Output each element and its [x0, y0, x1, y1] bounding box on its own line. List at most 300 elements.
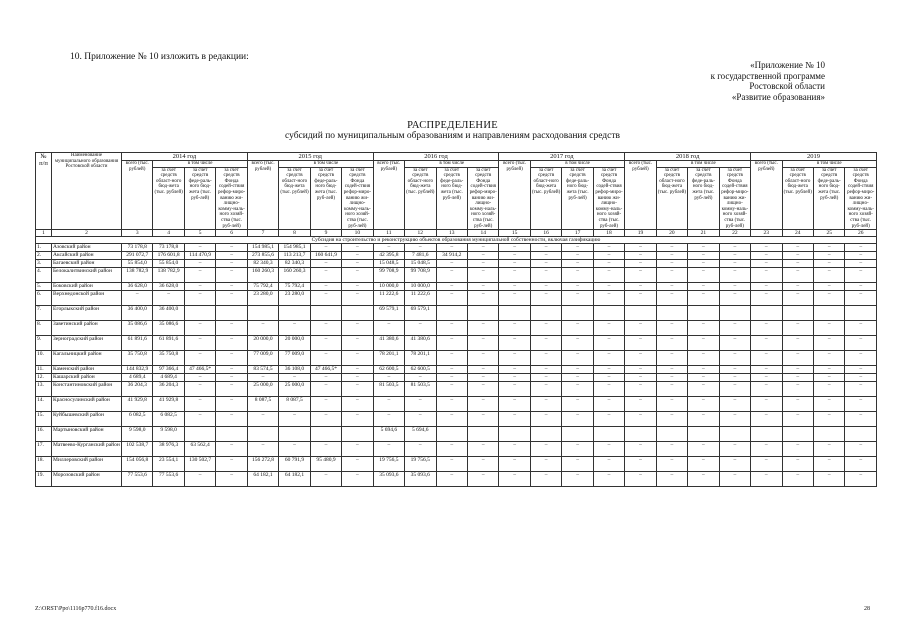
column-number: 5 [184, 230, 215, 237]
row-value-cell: – [184, 268, 215, 283]
row-value-cell: – [467, 366, 498, 374]
row-value-cell: 154 985,1 [247, 244, 278, 252]
row-value-cell: – [782, 457, 813, 472]
row-value-cell [813, 427, 844, 442]
row-value-cell: – [310, 412, 341, 427]
row-value-cell: – [216, 321, 247, 336]
row-value-cell: – [751, 366, 782, 374]
row-value-cell: – [216, 244, 247, 252]
row-value-cell: 154 056,8 [122, 457, 153, 472]
row-value-cell: – [782, 412, 813, 427]
row-value-cell: – [436, 382, 467, 397]
row-value-cell: – [499, 351, 530, 366]
row-value-cell: 19 756,5 [373, 457, 404, 472]
row-value-cell: 11 222,6 [373, 291, 404, 306]
column-number: 19 [625, 230, 656, 237]
column-number: 12 [405, 230, 436, 237]
row-value-cell: – [782, 336, 813, 351]
table-row [36, 382, 877, 397]
row-value-cell: 35 086,6 [122, 321, 153, 336]
row-district-name: Зерноградский район [52, 336, 122, 351]
row-value-cell: – [342, 412, 373, 427]
row-value-cell: – [184, 412, 215, 427]
row-district-name: Каменский район [52, 366, 122, 374]
row-value-cell: – [373, 412, 404, 427]
row-number: 16. [36, 427, 52, 442]
row-value-cell: 160 260,3 [247, 268, 278, 283]
row-value-cell: – [310, 382, 341, 397]
row-value-cell: – [688, 336, 719, 351]
column-number: 26 [845, 230, 877, 237]
row-value-cell: – [436, 397, 467, 412]
row-district-name: Матвеево-Курганский район [52, 442, 122, 457]
row-value-cell: – [593, 442, 624, 457]
row-value-cell: 77 553,6 [153, 472, 184, 487]
row-value-cell: – [625, 442, 656, 457]
column-number: 13 [436, 230, 467, 237]
header-fund: за счет средств Фонда содей-ствия рефор-миро-ванию жи-лищно-комму-наль-ного хозяй-ства (тыс. руб-лей) [845, 167, 877, 230]
row-value-cell: – [467, 291, 498, 306]
row-value-cell: 7 481,6 [405, 252, 436, 260]
row-number: 13. [36, 382, 52, 397]
header-fed: за счет средств феде-раль-ного бюд-жета (тыс. руб-лей) [310, 167, 341, 230]
row-value-cell: – [436, 268, 467, 283]
column-number: 4 [153, 230, 184, 237]
row-value-cell [342, 427, 373, 442]
row-value-cell: – [342, 374, 373, 382]
header-fed: за счет средств феде-раль-ного бюд-жета (тыс. руб-лей) [688, 167, 719, 230]
row-value-cell: – [625, 397, 656, 412]
row-value-cell: – [751, 382, 782, 397]
row-value-cell: – [310, 283, 341, 291]
row-value-cell: – [216, 412, 247, 427]
row-value-cell: – [342, 472, 373, 487]
document-title: РАСПРЕДЕЛЕНИЕ [407, 120, 498, 131]
row-value-cell: – [499, 382, 530, 397]
row-number: 7. [36, 306, 52, 321]
row-value-cell: – [813, 457, 844, 472]
row-value-cell: – [562, 283, 593, 291]
row-value-cell [719, 306, 750, 321]
row-value-cell: 41 380,6 [405, 336, 436, 351]
row-value-cell: – [751, 252, 782, 260]
row-value-cell [184, 306, 215, 321]
row-value-cell: 154 985,1 [279, 244, 310, 252]
row-number: 19. [36, 472, 52, 487]
row-value-cell: 36 204,3 [153, 382, 184, 397]
row-value-cell: – [562, 374, 593, 382]
row-value-cell: – [342, 457, 373, 472]
row-value-cell [530, 306, 561, 321]
column-number: 18 [593, 230, 624, 237]
row-value-cell: – [562, 321, 593, 336]
header-incl: в том числе [530, 161, 624, 168]
row-value-cell: – [593, 336, 624, 351]
header-fed: за счет средств феде-раль-ного бюд-жета (тыс. руб-лей) [436, 167, 467, 230]
column-numbers-row [36, 230, 877, 237]
row-value-cell: – [310, 268, 341, 283]
header-obl: за счет средств област-ного бюд-жета (тыс. рублей) [656, 167, 687, 230]
row-value-cell: – [342, 321, 373, 336]
row-value-cell: – [499, 412, 530, 427]
row-value-cell: – [184, 397, 215, 412]
row-value-cell: 10 000,0 [405, 283, 436, 291]
row-district-name: Белокалитвинский район [52, 268, 122, 283]
row-value-cell [813, 306, 844, 321]
row-value-cell [845, 306, 877, 321]
row-value-cell: – [436, 472, 467, 487]
row-value-cell [184, 427, 215, 442]
row-number: 9. [36, 336, 52, 351]
row-value-cell: – [656, 472, 687, 487]
row-value-cell: 75 792,4 [279, 283, 310, 291]
row-value-cell: – [467, 260, 498, 268]
row-value-cell: – [782, 268, 813, 283]
row-district-name: Константиновский район [52, 382, 122, 397]
row-value-cell: 156 272,8 [247, 457, 278, 472]
header-incl: в том числе [153, 161, 247, 168]
row-value-cell: 160 641,9 [310, 252, 341, 260]
row-value-cell [342, 306, 373, 321]
row-value-cell: – [625, 268, 656, 283]
row-value-cell: – [593, 321, 624, 336]
row-value-cell: – [813, 336, 844, 351]
row-district-name: Азовский район [52, 244, 122, 252]
table-row [36, 244, 877, 252]
row-value-cell: – [499, 268, 530, 283]
row-value-cell: – [719, 291, 750, 306]
annex-line: «Приложение № 10 [750, 60, 825, 70]
row-value-cell: – [562, 412, 593, 427]
row-value-cell: – [342, 252, 373, 260]
row-value-cell: – [530, 351, 561, 366]
row-value-cell: – [530, 260, 561, 268]
column-number: 25 [813, 230, 844, 237]
row-value-cell: – [562, 382, 593, 397]
row-value-cell: 35 093,6 [405, 472, 436, 487]
row-value-cell: – [467, 382, 498, 397]
row-value-cell [499, 306, 530, 321]
row-value-cell [247, 306, 278, 321]
row-value-cell: 35 750,8 [122, 351, 153, 366]
row-value-cell: – [499, 260, 530, 268]
row-value-cell: – [436, 283, 467, 291]
row-value-cell [593, 427, 624, 442]
column-number: 20 [656, 230, 687, 237]
row-value-cell: – [625, 351, 656, 366]
row-value-cell: – [342, 397, 373, 412]
row-value-cell: – [782, 472, 813, 487]
header-obl: за счет средств област-ного бюд-жета (тыс. рублей) [279, 167, 310, 230]
row-value-cell: – [625, 244, 656, 252]
row-value-cell: 97 366,4 [153, 366, 184, 374]
row-value-cell: – [499, 472, 530, 487]
row-value-cell [310, 427, 341, 442]
intro-text: 10. Приложение № 10 изложить в редакции: [70, 52, 249, 62]
row-value-cell: 273 855,6 [247, 252, 278, 260]
row-value-cell: – [310, 260, 341, 268]
row-number: 3. [36, 260, 52, 268]
row-value-cell: – [845, 472, 877, 487]
row-district-name: Куйбышевский район [52, 412, 122, 427]
row-value-cell: – [688, 374, 719, 382]
row-value-cell: – [467, 457, 498, 472]
row-number: 2. [36, 252, 52, 260]
row-value-cell: – [153, 291, 184, 306]
row-value-cell: 81 503,5 [373, 382, 404, 397]
row-value-cell: – [813, 351, 844, 366]
row-value-cell: – [530, 442, 561, 457]
row-value-cell: 20 000,0 [279, 336, 310, 351]
row-value-cell: – [499, 291, 530, 306]
row-value-cell: – [719, 366, 750, 374]
row-value-cell: – [247, 321, 278, 336]
row-number: 10. [36, 351, 52, 366]
row-value-cell: – [656, 244, 687, 252]
row-value-cell: – [593, 472, 624, 487]
row-value-cell: – [688, 252, 719, 260]
header-fund: за счет средств Фонда содей-ствия рефор-миро-ванию жи-лищно-комму-наль-ного хозяй-ства (тыс. руб-лей) [593, 167, 624, 230]
row-value-cell: – [719, 351, 750, 366]
row-value-cell [656, 427, 687, 442]
row-value-cell: – [499, 244, 530, 252]
row-value-cell [279, 306, 310, 321]
row-value-cell: – [216, 374, 247, 382]
row-value-cell [688, 427, 719, 442]
header-year: 2014 год [122, 153, 248, 161]
row-value-cell [625, 427, 656, 442]
row-value-cell: 62 600,5 [405, 366, 436, 374]
row-value-cell: – [625, 412, 656, 427]
header-row-years [36, 153, 877, 161]
row-value-cell: – [782, 374, 813, 382]
row-value-cell: – [625, 457, 656, 472]
row-value-cell: – [216, 397, 247, 412]
row-value-cell: – [593, 252, 624, 260]
row-value-cell: – [688, 244, 719, 252]
row-value-cell: – [813, 366, 844, 374]
row-value-cell: – [342, 382, 373, 397]
header-row-sub [36, 167, 877, 230]
row-value-cell: 34 914,2 [436, 252, 467, 260]
row-value-cell: – [436, 442, 467, 457]
row-value-cell: – [688, 291, 719, 306]
table-row [36, 283, 877, 291]
header-obl: за счет средств област-ного бюд-жета (тыс. рублей) [405, 167, 436, 230]
row-value-cell: 83 574,5 [247, 366, 278, 374]
row-value-cell: 19 756,5 [405, 457, 436, 472]
header-year: 2018 год [625, 153, 751, 161]
row-value-cell: – [688, 412, 719, 427]
row-number: 8. [36, 321, 52, 336]
row-district-name: Красносулинский район [52, 397, 122, 412]
row-value-cell: – [467, 321, 498, 336]
row-value-cell: 36 400,0 [153, 306, 184, 321]
row-value-cell: – [845, 244, 877, 252]
row-value-cell: – [247, 412, 278, 427]
row-value-cell [719, 427, 750, 442]
row-value-cell: 25 000,0 [247, 382, 278, 397]
row-value-cell: – [373, 321, 404, 336]
table-row [36, 336, 877, 351]
row-number: 17. [36, 442, 52, 457]
column-number: 3 [122, 230, 153, 237]
row-value-cell: – [719, 442, 750, 457]
column-number: 16 [530, 230, 561, 237]
row-value-cell: – [530, 472, 561, 487]
row-value-cell [436, 427, 467, 442]
header-row-incl [36, 161, 877, 168]
row-value-cell: – [184, 336, 215, 351]
row-value-cell: – [562, 457, 593, 472]
row-value-cell [216, 306, 247, 321]
row-value-cell: – [530, 412, 561, 427]
row-value-cell: 99 708,9 [405, 268, 436, 283]
row-value-cell: – [562, 442, 593, 457]
row-value-cell: – [216, 336, 247, 351]
row-value-cell: – [813, 442, 844, 457]
row-value-cell: – [845, 382, 877, 397]
row-value-cell: – [467, 268, 498, 283]
header-incl: в том числе [279, 161, 373, 168]
header-fed: за счет средств феде-раль-ного бюд-жета (тыс. руб-лей) [562, 167, 593, 230]
row-district-name: Боковский район [52, 283, 122, 291]
row-value-cell: – [845, 397, 877, 412]
row-value-cell [782, 427, 813, 442]
row-value-cell: – [751, 351, 782, 366]
row-value-cell: – [688, 457, 719, 472]
row-value-cell: – [845, 442, 877, 457]
row-value-cell: – [216, 442, 247, 457]
row-value-cell: 55 854,0 [122, 260, 153, 268]
row-value-cell: – [625, 252, 656, 260]
row-value-cell: – [467, 442, 498, 457]
footer-path: Z:\ORST\Ppo\1116p770.f16.docx [35, 606, 117, 612]
row-value-cell: – [530, 374, 561, 382]
row-value-cell: – [813, 260, 844, 268]
row-value-cell: – [656, 283, 687, 291]
row-value-cell: – [530, 397, 561, 412]
row-value-cell: 4 689,4 [153, 374, 184, 382]
row-value-cell: – [342, 366, 373, 374]
row-value-cell: – [593, 260, 624, 268]
row-value-cell: – [310, 472, 341, 487]
header-year: 2017 год [499, 153, 625, 161]
row-value-cell: – [845, 260, 877, 268]
row-value-cell: 176 601,8 [153, 252, 184, 260]
row-value-cell: – [593, 382, 624, 397]
row-district-name: Миллеровский район [52, 457, 122, 472]
row-value-cell: 6 082,5 [153, 412, 184, 427]
header-incl: в том числе [782, 161, 876, 168]
row-value-cell: – [625, 366, 656, 374]
row-value-cell: – [845, 268, 877, 283]
row-value-cell: – [499, 457, 530, 472]
row-district-name: Аксайский район [52, 252, 122, 260]
row-value-cell: 69 579,1 [373, 306, 404, 321]
row-value-cell: – [688, 321, 719, 336]
row-value-cell: 82 340,3 [279, 260, 310, 268]
row-value-cell: – [593, 291, 624, 306]
row-number: 15. [36, 412, 52, 427]
row-value-cell: – [751, 472, 782, 487]
row-number: 12. [36, 374, 52, 382]
column-number: 7 [247, 230, 278, 237]
row-value-cell [562, 427, 593, 442]
row-number: 11. [36, 366, 52, 374]
row-value-cell: – [436, 321, 467, 336]
row-value-cell: – [813, 412, 844, 427]
row-value-cell: – [845, 366, 877, 374]
row-value-cell: – [845, 412, 877, 427]
row-value-cell: – [499, 321, 530, 336]
row-value-cell: – [436, 291, 467, 306]
row-value-cell: 81 503,5 [405, 382, 436, 397]
table-row [36, 397, 877, 412]
row-value-cell: – [216, 351, 247, 366]
row-value-cell: – [405, 412, 436, 427]
row-value-cell: – [688, 442, 719, 457]
row-value-cell: – [342, 283, 373, 291]
header-total: всего (тыс. рублей) [122, 161, 153, 230]
row-value-cell: 20 000,0 [247, 336, 278, 351]
row-value-cell: – [216, 382, 247, 397]
row-value-cell: – [845, 291, 877, 306]
row-value-cell: – [184, 351, 215, 366]
row-value-cell: – [342, 291, 373, 306]
column-number: 8 [279, 230, 310, 237]
row-value-cell: 35 086,6 [153, 321, 184, 336]
row-value-cell: – [184, 291, 215, 306]
row-value-cell: – [499, 442, 530, 457]
table-row [36, 260, 877, 268]
row-value-cell [625, 306, 656, 321]
row-value-cell: – [751, 244, 782, 252]
row-value-cell: – [813, 397, 844, 412]
row-value-cell: 36 204,3 [122, 382, 153, 397]
row-district-name: Верхнедонской район [52, 291, 122, 306]
row-value-cell: 113 213,7 [279, 252, 310, 260]
row-value-cell: – [845, 374, 877, 382]
row-value-cell: – [593, 351, 624, 366]
row-value-cell: – [656, 252, 687, 260]
row-value-cell: – [373, 374, 404, 382]
row-value-cell [530, 427, 561, 442]
row-value-cell: – [342, 260, 373, 268]
header-year: 2019 [751, 153, 877, 161]
row-value-cell: – [310, 244, 341, 252]
section-row [36, 237, 877, 244]
row-value-cell: – [593, 244, 624, 252]
column-number: 22 [719, 230, 750, 237]
row-value-cell: – [751, 336, 782, 351]
row-value-cell: 77 553,6 [122, 472, 153, 487]
row-value-cell: – [436, 260, 467, 268]
row-value-cell: – [342, 351, 373, 366]
row-value-cell: – [279, 412, 310, 427]
row-value-cell: 95 480,9 [310, 457, 341, 472]
row-value-cell: – [593, 268, 624, 283]
row-value-cell: – [467, 412, 498, 427]
row-value-cell: – [216, 291, 247, 306]
row-district-name: Кашарский район [52, 374, 122, 382]
row-value-cell: – [499, 397, 530, 412]
row-value-cell: – [562, 244, 593, 252]
row-value-cell [656, 306, 687, 321]
row-number: 5. [36, 283, 52, 291]
row-value-cell: 55 854,0 [153, 260, 184, 268]
row-value-cell: 23 280,0 [279, 291, 310, 306]
